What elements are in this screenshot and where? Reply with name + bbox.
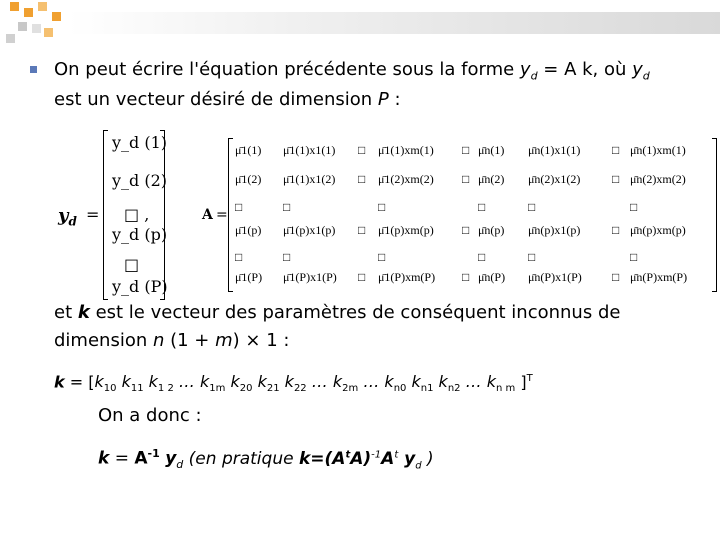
A-matrix-cell: μ̄n(p)x1(p) xyxy=(528,223,581,237)
A-matrix-cell: □ xyxy=(528,250,536,264)
A-matrix-cell: μ̄1(P)xm(P) xyxy=(378,270,436,284)
yd-entry: y_d (P) xyxy=(112,277,168,296)
A-matrix-cell: μ̄1(p)xm(p) xyxy=(378,223,434,237)
A-matrix-cell: μ̄1(p)x1(p) xyxy=(283,223,336,237)
A-matrix-cell: μ̄n(P)xm(P) xyxy=(630,270,688,284)
A-matrix-cell: □ xyxy=(283,200,291,214)
A-matrix-cell: □ xyxy=(378,200,386,214)
k-vector-term: $k_{22}$ xyxy=(284,372,307,395)
deco-square xyxy=(44,28,53,37)
A-matrix-cell: μ̄n(1)xm(1) xyxy=(630,143,686,157)
A-matrix-cell: μ̄1(1)x1(1) xyxy=(283,143,336,157)
A-matrix-cell: □ xyxy=(462,143,470,157)
A-matrix-cell: μ̄n(1) xyxy=(478,143,505,157)
A-matrix-cell: □ xyxy=(612,270,620,284)
A-matrix-cell: μ̄1(2) xyxy=(235,172,262,186)
yd-left-bracket xyxy=(103,130,108,300)
A-matrix-cell: □ xyxy=(612,172,620,186)
A-matrix-cell: □ xyxy=(462,172,470,186)
k-vector-term: $k_{n1}$ xyxy=(411,372,434,395)
A-matrix-cell: μ̄1(2)xm(2) xyxy=(378,172,434,186)
A-matrix-cell: □ xyxy=(235,200,243,214)
bullet-square-icon xyxy=(30,66,37,73)
intro-line-1: On peut écrire l'équation précédente sous la forme $y_d = A$ k, où $y_d$ xyxy=(54,59,650,83)
A-matrix-cell: μ̄n(P)x1(P) xyxy=(528,270,582,284)
k-vector-term: … $k_{2m}$ xyxy=(311,372,359,395)
deco-square xyxy=(38,2,47,11)
A-matrix-cell: μ̄1(1)x1(2) xyxy=(283,172,336,186)
A-matrix-cell: □ xyxy=(358,270,366,284)
A-matrix-cell: □ xyxy=(612,143,620,157)
k-vector-term: … $k_{n m}$ xyxy=(465,372,516,395)
conclusion-formula: $k = A^{-1}$ $y_d$ (en pratique $k=(A^tA)^{-1}A^t$ $y_d$ ) xyxy=(98,447,434,472)
A-matrix-cell: μ̄n(p) xyxy=(478,223,505,237)
A-matrix-cell: □ xyxy=(358,223,366,237)
A-matrix-cell: μ̄1(P)x1(P) xyxy=(283,270,337,284)
A-matrix-cell: μ̄n(p)xm(p) xyxy=(630,223,686,237)
A-matrix-cell: □ xyxy=(358,143,366,157)
A-matrix-cell: □ xyxy=(462,223,470,237)
deco-square xyxy=(6,34,15,43)
A-matrix-cell: □ xyxy=(478,250,486,264)
deco-square xyxy=(10,2,19,11)
header-gradient-bar xyxy=(68,12,720,34)
A-matrix-cell: □ xyxy=(462,270,470,284)
A-matrix-cell: □ xyxy=(630,200,638,214)
A-right-bracket xyxy=(712,138,717,292)
A-equals: = xyxy=(216,207,228,223)
A-matrix-cell: μ̄1(P) xyxy=(235,270,263,284)
k-vector-term: $k_{11}$ xyxy=(121,372,144,395)
A-matrix-cell: □ xyxy=(630,250,638,264)
k-vector-term: … $k_{1m}$ xyxy=(178,372,226,395)
k-vector: $k = [k_{10}$ $k_{11}$ $k_{1 2}$ … $k_{1m}$ $k_{20}$ $k_{21}$ $k_{22}$ … $k_{2m}$ … $k_{n0}$ $k_{n1}$ $k_{n2}$ … $k_{n m}$ ]$^T$ xyxy=(54,372,533,395)
A-matrix-cell: μ̄1(1)xm(1) xyxy=(378,143,434,157)
conclusion-intro: On a donc : xyxy=(98,405,202,426)
A-label: A xyxy=(202,207,213,223)
yd-entry: □ , xyxy=(124,205,150,224)
yd-right-bracket xyxy=(160,130,165,300)
A-matrix-cell: μ̄1(p) xyxy=(235,223,262,237)
A-matrix-cell: □ xyxy=(528,200,536,214)
k-vector-term: $k_{21}$ xyxy=(257,372,280,395)
yd-entry: y_d (1) xyxy=(112,133,168,152)
A-matrix-cell: □ xyxy=(283,250,291,264)
k-vector-term: $k_{10}$ xyxy=(94,372,117,395)
yd-equals: = xyxy=(86,205,100,224)
k-desc-line-2: dimension n (1 + m) × 1 : xyxy=(54,330,290,351)
k-vector-term: … $k_{n0}$ xyxy=(363,372,407,395)
deco-square xyxy=(32,24,41,33)
yd-entry: □ xyxy=(124,255,140,274)
k-desc-line-1: et k est le vecteur des paramètres de conséquent inconnus de xyxy=(54,302,621,323)
k-vector-term: $k_{1 2}$ xyxy=(148,372,174,395)
A-matrix-cell: □ xyxy=(378,250,386,264)
deco-square xyxy=(52,12,61,21)
A-matrix-cell: μ̄n(P) xyxy=(478,270,506,284)
A-matrix-cell: μ̄n(2)xm(2) xyxy=(630,172,686,186)
A-left-bracket xyxy=(228,138,233,292)
k-vector-terms xyxy=(94,372,520,395)
A-matrix-cell: □ xyxy=(358,172,366,186)
A-matrix-cell: μ̄n(2) xyxy=(478,172,505,186)
intro-line-2: est un vecteur désiré de dimension P : xyxy=(54,89,401,110)
yd-entry: y_d (2) xyxy=(112,171,168,190)
A-matrix-cell: □ xyxy=(612,223,620,237)
A-matrix-cell: μ̄n(1)x1(1) xyxy=(528,143,581,157)
A-matrix-cell: μ̄1(1) xyxy=(235,143,262,157)
A-matrix-cell: μ̄n(2)x1(2) xyxy=(528,172,581,186)
yd-label: $y_d$ xyxy=(58,205,77,229)
k-vector-term: $k_{n2}$ xyxy=(438,372,461,395)
k-vector-term: $k_{20}$ xyxy=(230,372,253,395)
A-matrix-cell: □ xyxy=(478,200,486,214)
deco-square xyxy=(24,8,33,17)
deco-square xyxy=(18,22,27,31)
A-matrix-cell: □ xyxy=(235,250,243,264)
yd-entry: y_d (p) xyxy=(112,225,168,244)
